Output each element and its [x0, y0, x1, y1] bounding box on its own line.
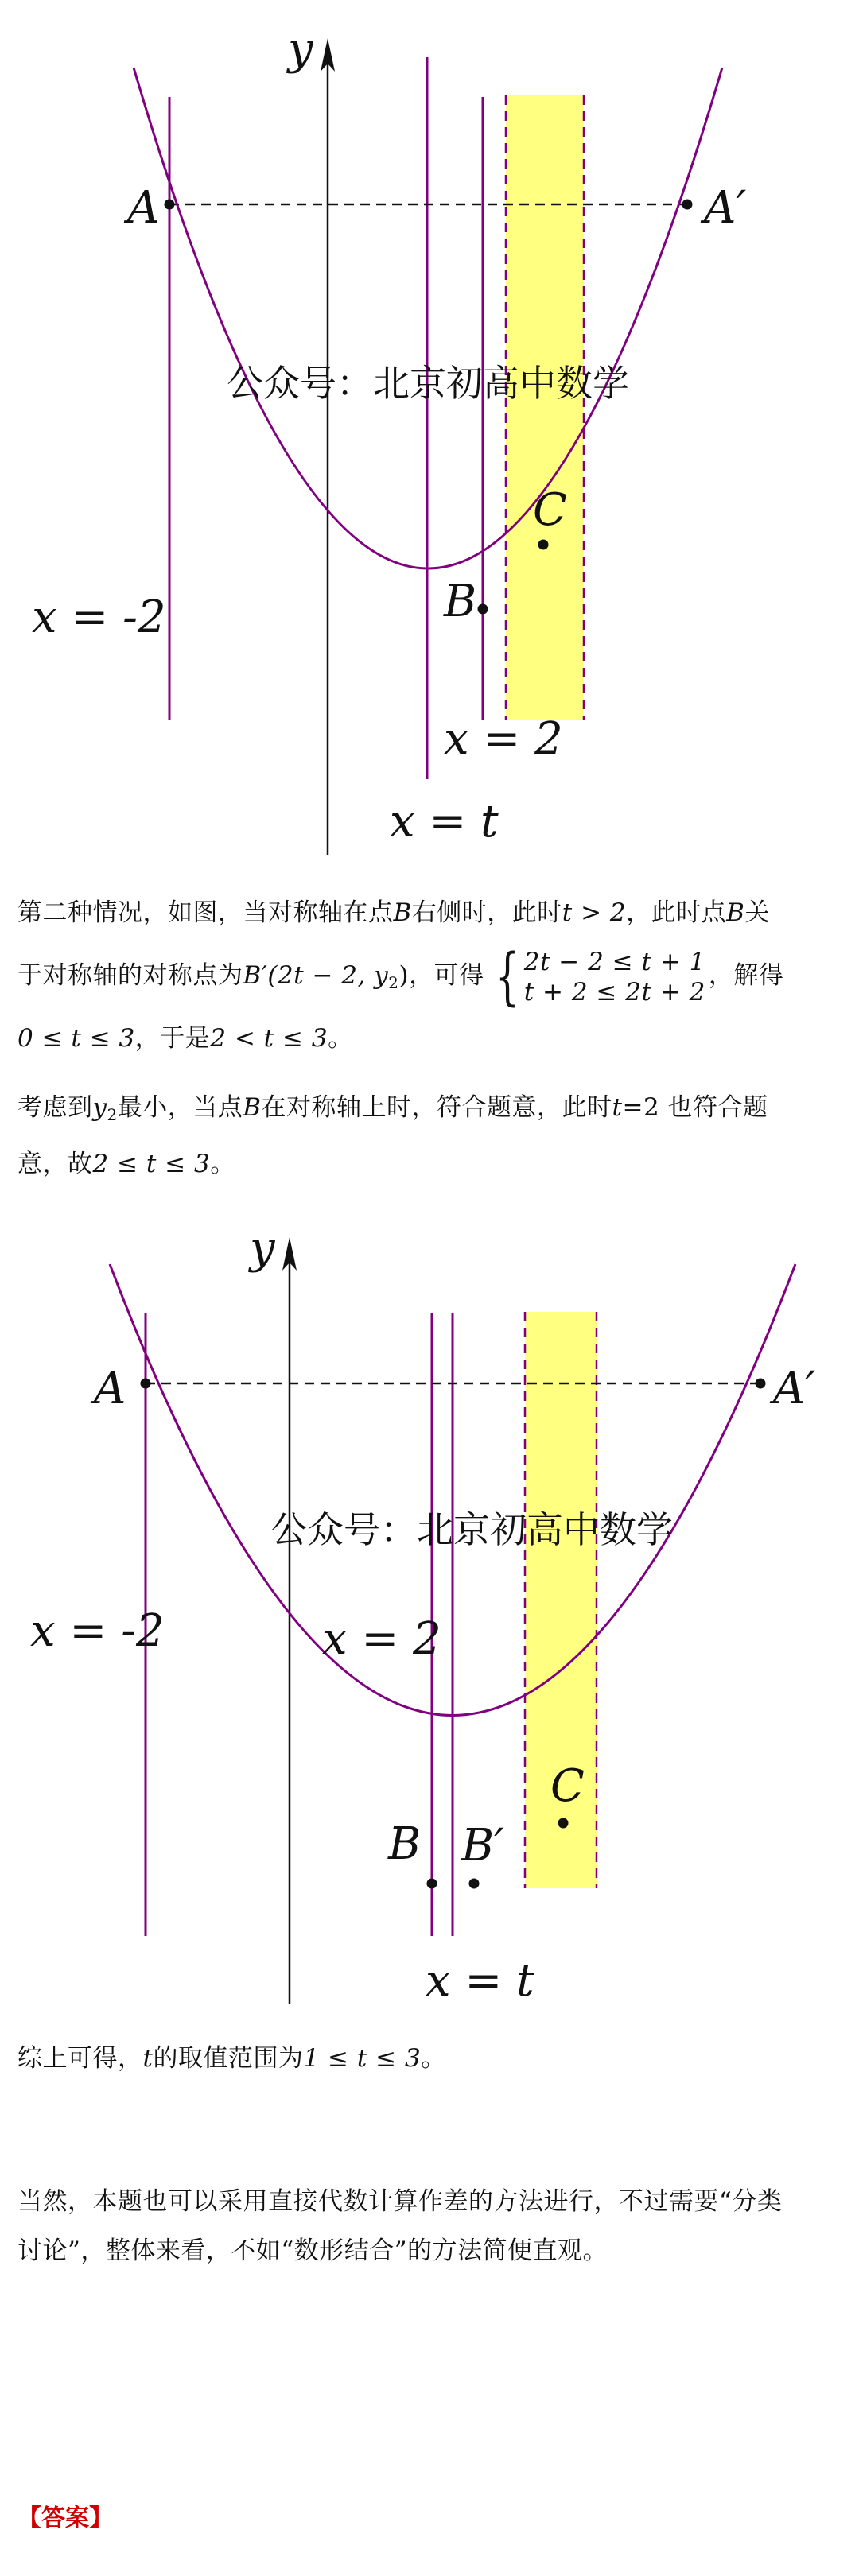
math-var: y: [92, 1093, 107, 1122]
point-a-prime-label: A′: [773, 1363, 816, 1414]
point-a-label: A: [94, 1363, 126, 1414]
paragraph-line: 当然，本题也可以采用直接代数计算作差的方法进行，不过需要“分类: [17, 2187, 783, 2216]
text-fragment: 。: [210, 1150, 235, 1178]
point-a-label: A: [127, 182, 160, 234]
text-fragment: 。: [328, 1024, 353, 1053]
point-c-label: C: [550, 1760, 585, 1812]
paragraph-remark: [17, 2177, 845, 2275]
paragraph-line: [17, 1139, 845, 1189]
text-fragment: ，此时点: [626, 898, 727, 927]
parabola-diagram-1: [0, 0, 859, 855]
label-x-neg2: x = -2: [32, 592, 166, 643]
text-fragment: 第二种情况，如图，当对称轴在点: [17, 898, 394, 927]
system-row: t + 2 ≤ 2t + 2: [523, 977, 705, 1007]
watermark-text: 公众号：北京初高中数学: [227, 362, 629, 405]
paragraph-axis-on-b: [17, 1083, 845, 1189]
label-x-t: x = t: [426, 1955, 534, 2007]
paragraph-line: [17, 1083, 845, 1139]
point-b-dot: [478, 604, 488, 615]
math-subscript: 2: [107, 1105, 118, 1124]
point-c-label: C: [533, 484, 567, 536]
paragraph-line: [17, 2034, 845, 2083]
math-var: B: [393, 898, 412, 927]
text-fragment: =2 也符合题: [622, 1093, 768, 1122]
highlight-strip: [506, 95, 584, 720]
point-b-dot: [427, 1879, 437, 1889]
paragraph-line: [17, 888, 845, 937]
label-x-2: x = 2: [322, 1613, 441, 1665]
text-fragment: 考虑到: [17, 1093, 93, 1122]
math-subscript: 2: [388, 973, 399, 992]
point-a-dot: [165, 200, 175, 210]
math-inequality: t > 2: [562, 898, 627, 927]
text-fragment: ，于是: [134, 1024, 211, 1053]
watermark-text: 公众号：北京初高中数学: [270, 1508, 673, 1551]
text-fragment: 。: [421, 2044, 446, 2073]
math-var: B: [726, 898, 745, 927]
point-a-prime-dot: [682, 200, 693, 210]
text-fragment: ，解得: [708, 961, 784, 990]
text-fragment: 于对称轴的对称点为: [17, 961, 243, 990]
point-b-prime-dot: [469, 1879, 480, 1889]
text-fragment: 意，故: [17, 1150, 93, 1178]
paragraph-line: 讨论”，整体来看，不如“数形结合”的方法简便直观。: [17, 2237, 608, 2265]
y-axis-label: y: [288, 23, 313, 75]
text-fragment: ，可得: [409, 961, 484, 990]
y-axis-label: y: [250, 1222, 275, 1274]
point-a-dot: [141, 1379, 151, 1389]
system-row: 2t − 2 ≤ t + 1: [523, 947, 705, 976]
label-x-t: x = t: [390, 796, 499, 848]
label-x-2: x = 2: [444, 713, 563, 765]
answer-heading: 【答案】: [17, 2504, 113, 2532]
math-var: t: [142, 2044, 154, 2073]
paragraph-conclusion: [17, 2034, 845, 2083]
figure-case-two: [0, 0, 859, 855]
point-a-prime-label: A′: [704, 182, 747, 234]
label-x-neg2: x = -2: [30, 1605, 165, 1657]
text-fragment: ): [398, 961, 410, 990]
text-fragment: 关: [744, 898, 770, 927]
math-var: B: [243, 1093, 262, 1122]
math-range: 0 ≤ t ≤ 3: [17, 1024, 135, 1053]
point-c-dot: [538, 540, 549, 550]
figure-axis-on-b: [0, 1216, 859, 2019]
point-b-prime-label: B′: [461, 1820, 504, 1872]
math-range: 2 < t ≤ 3: [210, 1024, 328, 1053]
point-a-prime-dot: [756, 1379, 766, 1389]
paragraph-line: [17, 1014, 845, 1063]
text-fragment: 的取值范围为: [153, 2044, 304, 2073]
point-b-label: B: [444, 576, 477, 627]
math-range: 2 ≤ t ≤ 3: [92, 1150, 211, 1178]
point-c-dot: [558, 1818, 569, 1829]
paragraph-case-two: [17, 888, 845, 1063]
text-fragment: 右侧时，此时: [411, 898, 562, 927]
text-fragment: 在对称轴上时，符合题意，此时: [261, 1093, 612, 1122]
paragraph-line: [17, 937, 845, 1014]
text-fragment: 综上可得，: [17, 2044, 143, 2073]
math-point: B′(2t − 2, y: [243, 961, 389, 990]
inequality-system: { 2t − 2 ≤ t + 1 t + 2 ≤ 2t + 2: [495, 941, 705, 1013]
point-b-label: B: [388, 1818, 422, 1870]
text-fragment: 最小，当点: [117, 1093, 243, 1122]
parabola-diagram-2: [0, 1216, 859, 2019]
math-var: t: [612, 1093, 623, 1122]
math-range: 1 ≤ t ≤ 3: [303, 2044, 422, 2073]
